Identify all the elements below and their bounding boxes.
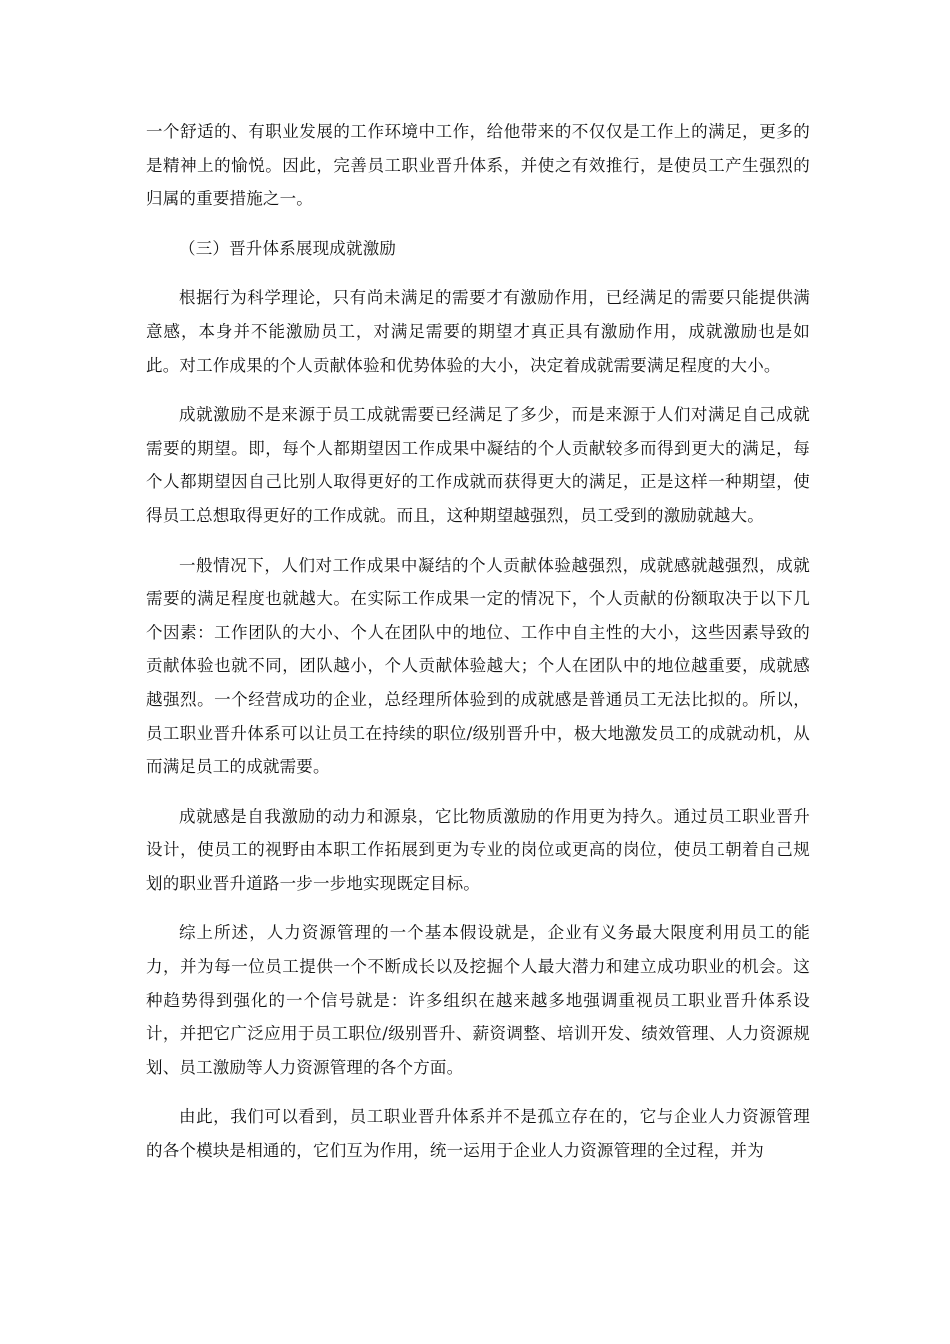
paragraph: 一般情况下，人们对工作成果中凝结的个人贡献体验越强烈，成就感就越强烈，成就需要的满足程度也就越大。在实际工作成果一定的情况下，个人贡献的份额取决于以下几个因素：工作团队的大小、个人在团队中的地位、工作中自主性的大小，这些因素导致的贡献体验也就不同，团队越小，个人贡献体验越大；个人在团队中的地位越重要，成就感越强烈。一个经营成功的企业，总经理所体验到的成就感是普通员工无法比拟的。所以，员工职业晋升体系可以让员工在持续的职位/级别晋升中，极大地激发员工的成就动机，从而满足员工的成就需要。 — [146, 555, 810, 777]
document-body — [146, 115, 810, 1184]
section-heading: （三）晋升体系展现成就激励 — [179, 238, 397, 258]
paragraph: 根据行为科学理论，只有尚未满足的需要才有激励作用，已经满足的需要只能提供满意感，本身并不能激励员工，对满足需要的期望才真正具有激励作用，成就激励也是如此。对工作成果的个人贡献体验和优势体验的大小，决定着成就需要满足程度的大小。 — [146, 288, 810, 375]
paragraph: 成就感是自我激励的动力和源泉，它比物质激励的作用更为持久。通过员工职业晋升设计，使员工的视野由本职工作拓展到更为专业的岗位或更高的岗位，使员工朝着自己规划的职业晋升道路一步一步地实现既定目标。 — [146, 806, 810, 893]
paragraph: 综上所述，人力资源管理的一个基本假设就是，企业有义务最大限度利用员工的能力，并为每一位员工提供一个不断成长以及挖掘个人最大潜力和建立成功职业的机会。这种趋势得到强化的一个信号就是：许多组织在越来越多地强调重视员工职业晋升体系设计，并把它广泛应用于员工职位/级别晋升、薪资调整、培训开发、绩效管理、人力资源规划、员工激励等人力资源管理的各个方面。 — [146, 923, 810, 1077]
paragraph-continuation: 一个舒适的、有职业发展的工作环境中工作，给他带来的不仅仅是工作上的满足，更多的是精神上的愉悦。因此，完善员工职业晋升体系，并使之有效推行，是使员工产生强烈的归属的重要措施之一。 — [146, 122, 810, 209]
paragraph: 成就激励不是来源于员工成就需要已经满足了多少，而是来源于人们对满足自己成就需要的期望。即，每个人都期望因工作成果中凝结的个人贡献较多而得到更大的满足，每个人都期望因自己比别人取得更好的工作成就而获得更大的满足，正是这样一种期望，使得员工总想取得更好的工作成就。而且，这种期望越强烈，员工受到的激励就越大。 — [146, 405, 810, 525]
paragraph: 由此，我们可以看到，员工职业晋升体系并不是孤立存在的，它与企业人力资源管理的各个模块是相通的，它们互为作用，统一运用于企业人力资源管理的全过程，并为 — [146, 1107, 810, 1161]
